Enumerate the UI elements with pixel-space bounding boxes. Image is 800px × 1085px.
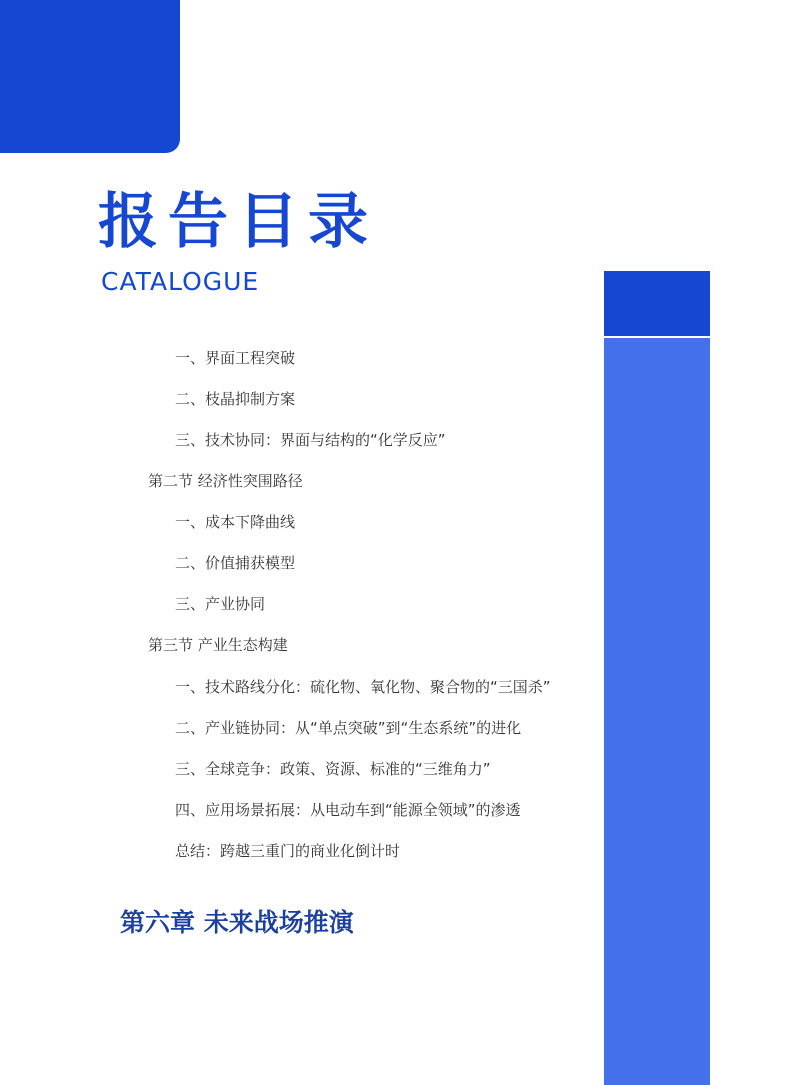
side-bar-body: [604, 338, 710, 1085]
toc-item[interactable]: 三、技术协同：界面与结构的“化学反应”: [175, 431, 446, 449]
toc-item[interactable]: 三、产业协同: [175, 595, 266, 613]
corner-decoration: [0, 0, 180, 153]
toc-item[interactable]: 二、产业链协同：从“单点突破”到“生态系统”的进化: [175, 719, 522, 737]
toc-item[interactable]: 一、技术路线分化：硫化物、氧化物、聚合物的“三国杀”: [175, 678, 551, 696]
toc-item[interactable]: 一、界面工程突破: [175, 349, 296, 367]
toc-item[interactable]: 总结：跨越三重门的商业化倒计时: [175, 842, 401, 860]
toc-item[interactable]: 三、全球竞争：政策、资源、标准的“三维角力”: [175, 760, 491, 778]
toc-section[interactable]: 第二节 经济性突围路径: [148, 472, 303, 490]
page-title: 报告目录: [98, 187, 378, 257]
toc-item[interactable]: 二、枝晶抑制方案: [175, 390, 296, 408]
toc-section[interactable]: 第三节 产业生态构建: [148, 636, 288, 654]
page-subtitle: CATALOGUE: [101, 267, 260, 296]
toc-item[interactable]: 四、应用场景拓展：从电动车到“能源全领域”的渗透: [175, 801, 521, 819]
toc-item[interactable]: 一、成本下降曲线: [175, 513, 296, 531]
side-bar-top: [604, 271, 710, 336]
toc-item[interactable]: 二、价值捕获模型: [175, 554, 296, 572]
chapter-heading[interactable]: 第六章 未来战场推演: [120, 908, 354, 937]
